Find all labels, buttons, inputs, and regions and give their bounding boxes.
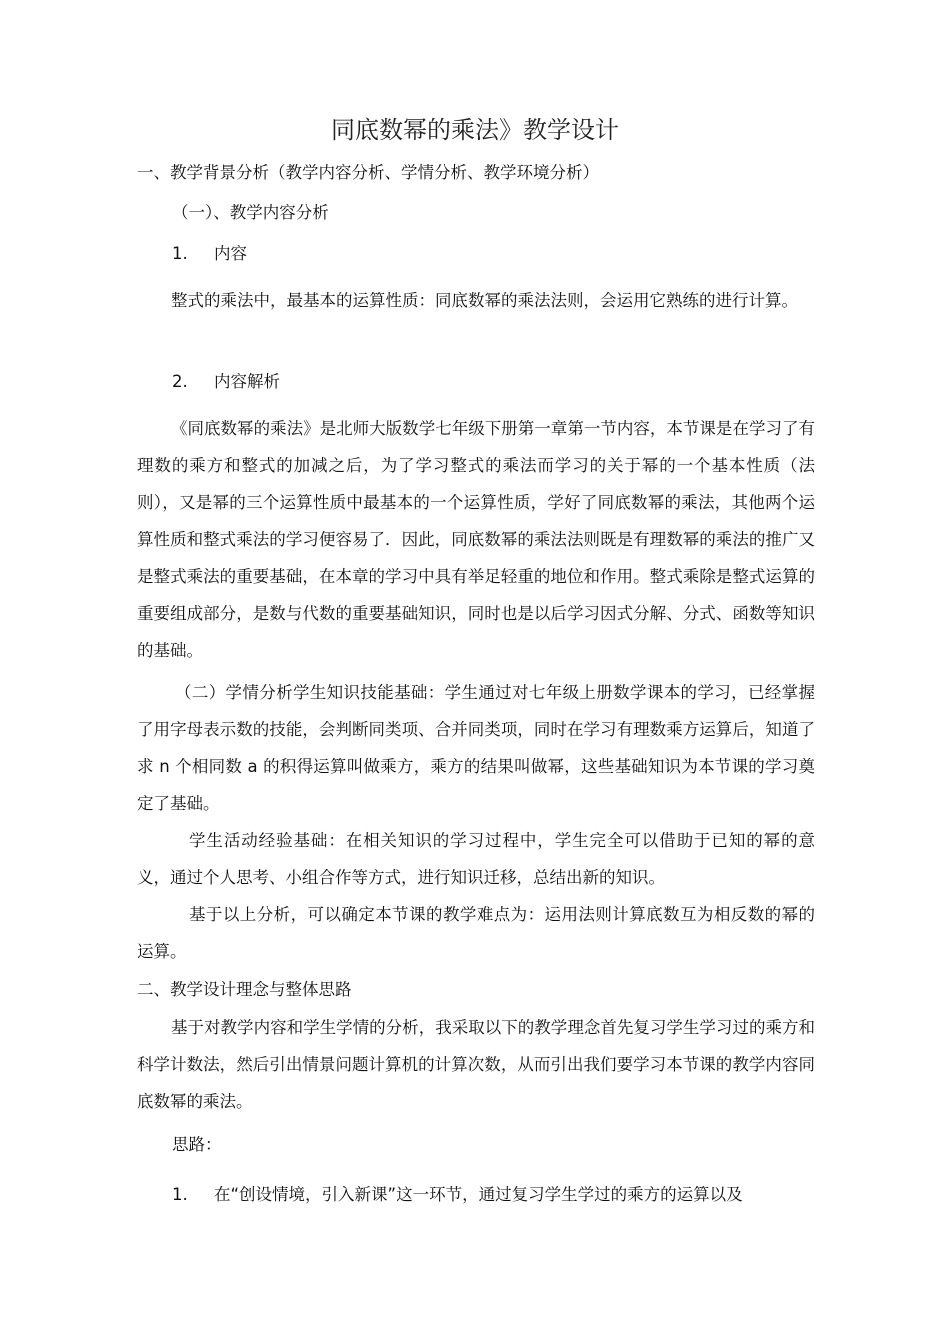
paragraph-student-analysis: （二）学情分析学生知识技能基础：学生通过对七年级上册数学课本的学习，已经掌握了用字母表示数的技能，会判断同类项、合并同类项，同时在学习有理数乘方运算后，知道了求 n 个相同数 a 的积得运算叫做乘方，乘方的结果叫做幂，这些基础知识为本节课的学习奠定了基础。 [137, 683, 815, 813]
list-item-content [172, 241, 247, 267]
list-number: 1. [172, 244, 188, 263]
paragraph-content: 整式的乘法中，最基本的运算性质：同底数幂的乘法法则，会运用它熟练的进行计算。 [171, 291, 798, 310]
list-number: 1. [172, 1185, 188, 1204]
list-item-scenario [172, 1182, 743, 1208]
paragraph-activity-experience: 学生活动经验基础：在相关知识的学习过程中，学生完全可以借助于已知的幂的意义，通过个人思考、小组合作等方式，进行知识迁移，总结出新的知识。 [137, 831, 815, 887]
paragraph-design-concept: 基于对教学内容和学生学情的分析，我采取以下的教学理念首先复习学生学习过的乘方和科学计数法，然后引出情景问题计算机的计算次数，从而引出我们要学习本节课的教学内容同底数幂的乘法。 [137, 1018, 815, 1111]
list-label: 内容 [214, 244, 247, 263]
thinking-label: 思路： [172, 1135, 222, 1154]
section-heading-2: 二、教学设计理念与整体思路 [137, 980, 352, 999]
list-label: 在“创设情境，引入新课”这一环节，通过复习学生学过的乘方的运算以及 [214, 1185, 743, 1204]
document-title: 同底数幂的乘法》教学设计 [331, 116, 619, 144]
subheading-content-analysis: （一）、教学内容分析 [172, 203, 329, 222]
list-label: 内容解析 [214, 372, 280, 391]
paragraph-difficulty: 基于以上分析，可以确定本节课的教学难点为：运用法则计算底数互为相反数的幂的运算。 [137, 905, 815, 961]
list-item-content-analysis [172, 369, 280, 395]
paragraph-content-analysis: 《同底数幂的乘法》是北师大版数学七年级下册第一章第一节内容，本节课是在学习了有理数的乘方和整式的加减之后，为了学习整式的乘法而学习的关于幂的一个基本性质（法则），又是幂的三个运算性质中最基本的一个运算性质，学好了同底数幂的乘法，其他两个运算性质和整式乘法的学习便容易了．因此，同底数幂的乘法法则既是有理数幂的乘法的推广又是整式乘法的重要基础，在本章的学习中具有举足轻重的地位和作用。整式乘除是整式运算的重要组成部分，是数与代数的重要基础知识，同时也是以后学习因式分解、分式、函数等知识的基础。 [137, 419, 815, 660]
section-heading-1: 一、教学背景分析（教学内容分析、学情分析、教学环境分析） [137, 163, 599, 182]
list-number: 2. [172, 372, 188, 391]
